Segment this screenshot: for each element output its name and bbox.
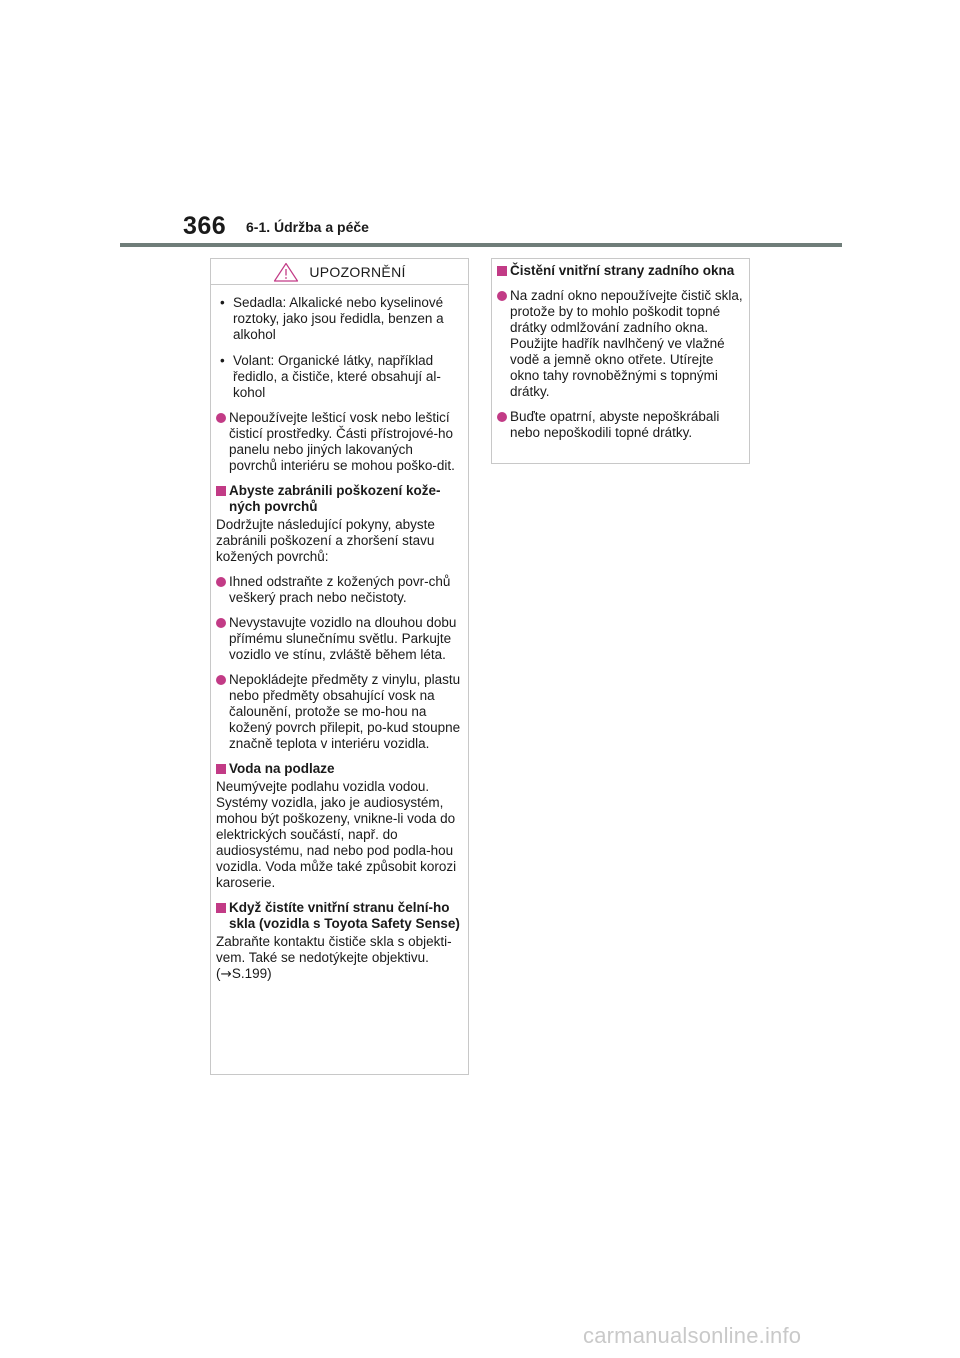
page-number: 366 <box>183 212 227 240</box>
subheading-floor-water <box>216 761 462 777</box>
list-item-text: Nepokládejte předměty z vinylu, plastu nebo předměty obsahující vosk na čalounění, protože se mo-hou na kožený povrch přilepit, po-kud stoupne značně teplota v interiéru vozidla. <box>229 672 461 751</box>
list-item <box>216 410 462 474</box>
circle-bullet-icon <box>216 675 226 685</box>
square-bullet-icon <box>216 903 226 913</box>
square-bullet-icon <box>216 486 226 496</box>
page-reference <box>216 966 272 981</box>
subheading-text: Když čistíte vnitřní stranu čelní-ho skla (vozidla s Toyota Safety Sense) <box>229 900 460 931</box>
warning-triangle-icon <box>273 262 299 282</box>
reference-open: ( <box>216 966 221 981</box>
subheading-windshield <box>216 900 462 932</box>
subheading-text: Voda na podlaze <box>229 761 335 776</box>
list-item-text: Sedadla: Alkalické nebo kyselinové roztoky, jako jsou ředidla, benzen a alkohol <box>233 295 444 342</box>
square-bullet-icon <box>216 764 226 774</box>
circle-bullet-icon <box>497 412 507 422</box>
warning-header <box>211 259 468 285</box>
list-item <box>497 288 743 400</box>
circle-bullet-icon <box>497 291 507 301</box>
subheading-rear-window <box>497 263 743 279</box>
subheading-leather <box>216 483 462 515</box>
warning-heading: UPOZORNĚNÍ <box>309 263 406 280</box>
list-item-text: Volant: Organické látky, například ředidlo, a čističe, které obsahují al-kohol <box>233 353 441 400</box>
subheading-text: Čistění vnitřní strany zadního okna <box>510 263 735 278</box>
paragraph-text: Zabraňte kontaktu čističe skla s objekti-vem. Také se nedotýkejte objektivu. <box>216 934 452 965</box>
reference-page: S.199) <box>231 966 272 981</box>
circle-bullet-icon <box>216 618 226 628</box>
list-item-text: Ihned odstraňte z kožených povr-chů veškerý prach nebo nečistoty. <box>229 574 451 605</box>
list-item <box>216 574 462 606</box>
bullet-icon: • <box>220 295 225 310</box>
paragraph: Dodržujte následující pokyny, abyste zabránili poškození a zhoršení stavu kožených povrchů: <box>216 517 435 564</box>
subheading-text: Abyste zabránili poškození kože-ných povrchů <box>229 483 441 514</box>
list-item-text: Buďte opatrní, abyste nepoškrábali nebo nepoškodili topné drátky. <box>510 409 720 440</box>
arrow-right-icon: → <box>220 966 232 982</box>
list-item-text: Nepoužívejte lešticí vosk nebo lešticí čisticí prostředky. Části přístrojové-ho panelu nebo jiných lakovaných povrchů interiéru se mohou poško-dit. <box>229 410 455 473</box>
list-item <box>216 672 462 752</box>
bullet-icon: • <box>220 353 225 368</box>
warning-box <box>210 258 469 1075</box>
list-item <box>216 295 462 343</box>
section-title: 6-1. Údržba a péče <box>246 219 369 235</box>
square-bullet-icon <box>497 266 507 276</box>
header-rule <box>120 243 842 247</box>
circle-bullet-icon <box>216 577 226 587</box>
list-item <box>216 353 462 401</box>
list-item-text: Nevystavujte vozidlo na dlouhou dobu přímému slunečnímu světlu. Parkujte vozidlo ve stínu, zvláště během léta. <box>229 615 457 662</box>
rear-window-box <box>491 258 750 464</box>
list-item <box>216 615 462 663</box>
list-item-text: Na zadní okno nepoužívejte čistič skla, protože by to mohlo poškodit topné drátky odmlžování zadního okna. Použijte hadřík navlhčený ve vlažné vodě a jemně okno otřete. Utírejte okno tahy rovnoběžnými s topnými drátky. <box>510 288 743 399</box>
list-item <box>497 409 743 441</box>
paragraph <box>216 934 462 982</box>
paragraph: Neumývejte podlahu vozidla vodou. Systémy vozidla, jako je audiosystém, mohou být poškozeny, vnikne-li voda do elektrických součástí, např. do audiosystému, nad nebo pod podla-hou vozidla. Voda může také způsobit korozi karoserie. <box>216 779 457 890</box>
circle-bullet-icon <box>216 413 226 423</box>
watermark: carmanualsonline.info <box>583 1323 802 1348</box>
